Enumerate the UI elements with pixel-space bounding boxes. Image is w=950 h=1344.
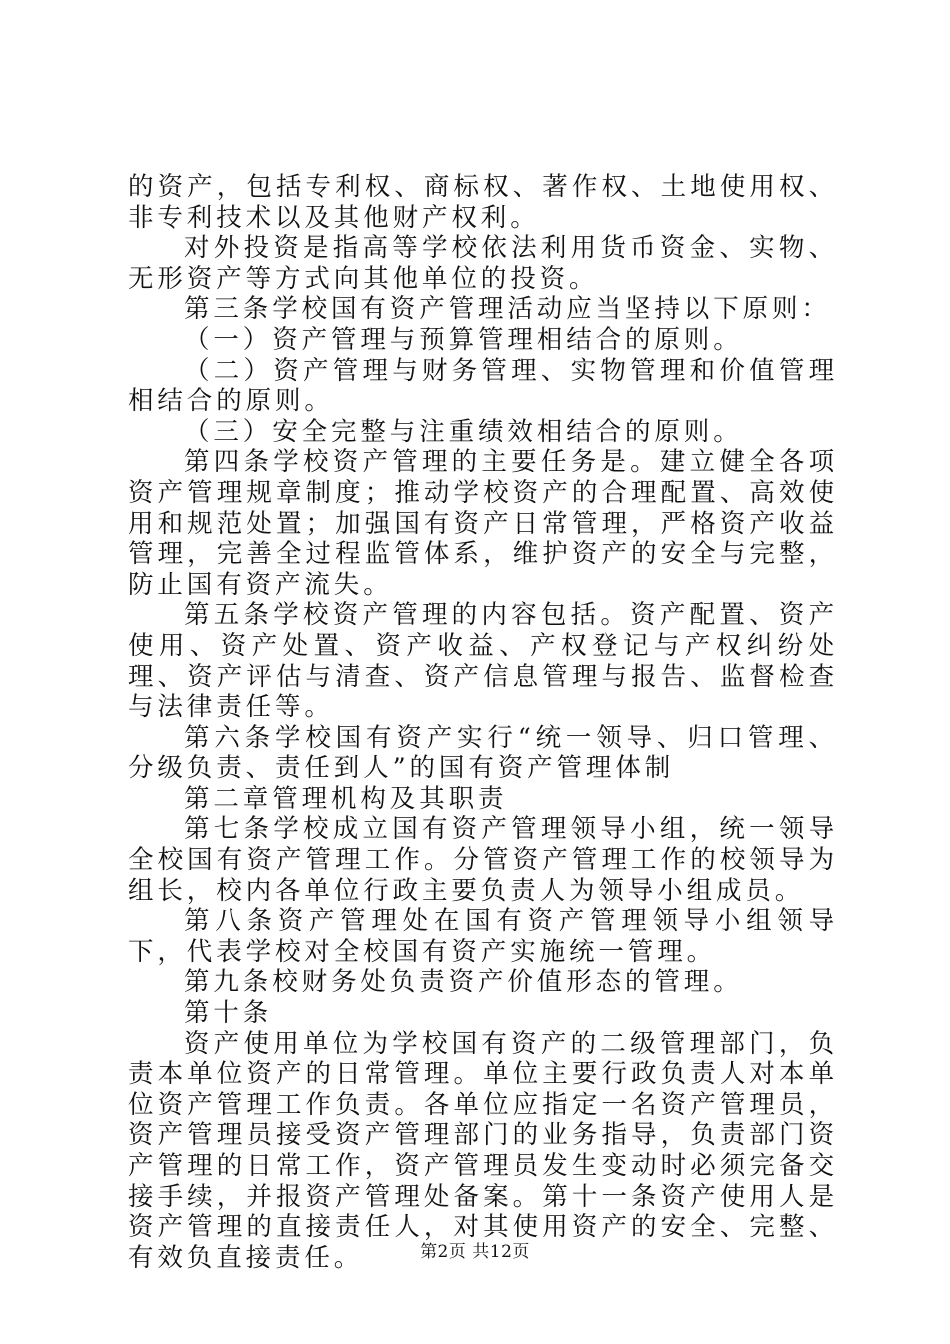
paragraph-15: 资产使用单位为学校国有资产的二级管理部门，负责本单位资产的日常管理。单位主要行政负责人对本单位资产管理工作负责。各单位应指定一名资产管理员，资产管理员接受资产管理部门的业务指导，负责部门资产管理的日常工作，资产管理员发生变动时必须完备交接手续，并报资产管理处备案。第十一条资产使用人是资产管理的直接责任人，对其使用资产的安全、完整、有效负直接责任。 xyxy=(128,1028,838,1273)
paragraph-11: 第七条学校成立国有资产管理领导小组，统一领导全校国有资产管理工作。分管资产管理工作的校领导为组长，校内各单位行政主要负责人为领导小组成员。 xyxy=(128,814,838,906)
paragraph-14: 第十条 xyxy=(184,998,273,1029)
paragraph-12: 第八条资产管理处在国有资产管理领导小组领导下，代表学校对全校国有资产实施统一管理。 xyxy=(128,906,838,967)
paragraph-4: （一）资产管理与预算管理相结合的原则。 xyxy=(184,324,743,355)
paragraph-1: 的资产，包括专利权、商标权、著作权、土地使用权、非专利技术以及其他财产权利。 xyxy=(128,172,838,233)
document-body xyxy=(128,172,838,1273)
chapter-heading: 第二章管理机构及其职责 xyxy=(184,783,508,814)
paragraph-13: 第九条校财务处负责资产价值形态的管理。 xyxy=(184,967,743,998)
paragraph-6: （三）安全完整与注重绩效相结合的原则。 xyxy=(184,416,743,447)
paragraph-7: 第四条学校资产管理的主要任务是。建立健全各项资产管理规章制度；推动学校资产的合理配置、高效使用和规范处置；加强国有资产日常管理，严格资产收益管理，完善全过程监管体系，维护资产的安全与完整，防止国有资产流失。 xyxy=(128,447,838,600)
paragraph-5: （二）资产管理与财务管理、实物管理和价值管理相结合的原则。 xyxy=(128,355,838,417)
paragraph-3: 第三条学校国有资产管理活动应当坚持以下原则： xyxy=(184,294,831,325)
paragraph-8: 第五条学校资产管理的内容包括。资产配置、资产使用、资产处置、资产收益、产权登记与产权纠纷处理、资产评估与清查、资产信息管理与报告、监督检查与法律责任等。 xyxy=(128,600,838,723)
page-number-footer: 第2页 共12页 xyxy=(420,1242,530,1262)
paragraph-9: 第六条学校国有资产实行“统一领导、归口管理、分级负责、责任到人”的国有资产管理体制 xyxy=(128,722,838,784)
paragraph-2: 对外投资是指高等学校依法利用货币资金、实物、无形资产等方式向其他单位的投资。 xyxy=(128,233,838,294)
